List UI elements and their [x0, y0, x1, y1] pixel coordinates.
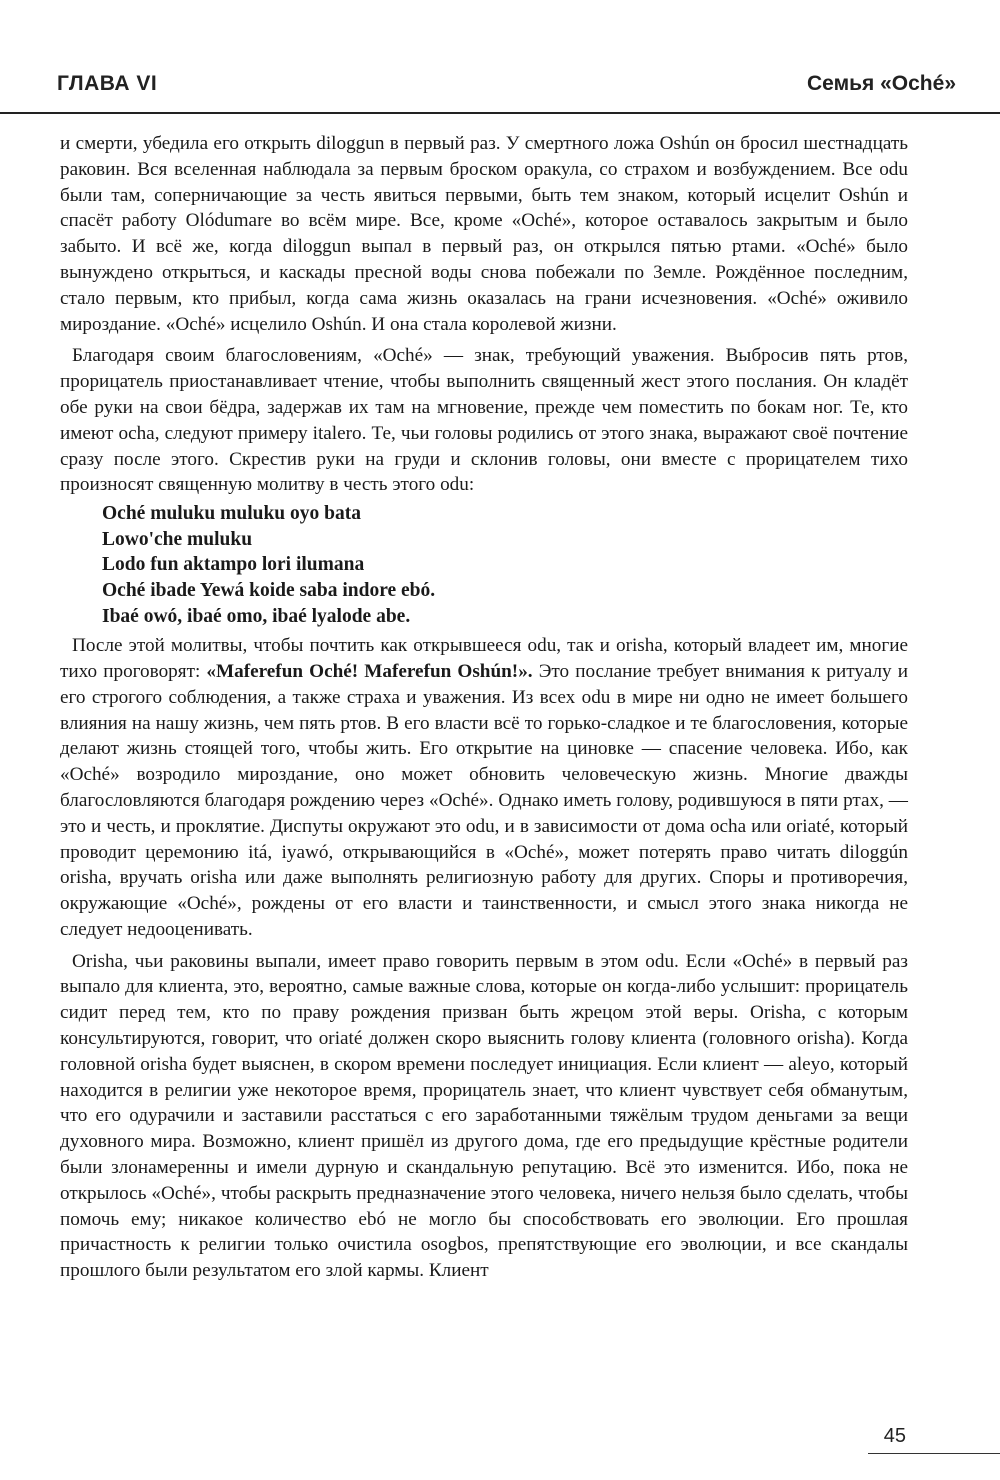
paragraph-3-start: После этой молитвы, чтобы почтить как открывшееся odu, так и orisha, который владеет им, многие тихо проговорят:: [60, 635, 908, 682]
verse-line-4: Oché ibade Yewá koide saba indore ebó.: [102, 579, 436, 601]
paragraph-2: Благодаря своим благословениям, «Oché» — знак, требующий уважения. Выбросив пять ртов, прорицатель приостанавливает чтение, чтобы выполнить священный жест этого послания. Он кладёт обе руки на свои бёдра, задержав их там на мгновение, прежде чем поместить по бокам ног. Те, кто имеют ocha, следуют примеру italero. Те, чьи головы родились от этого знака, выражают своё почтение сразу после этого. Скрестив руки на груди и склонив головы, они вместе с прорицателем тихо произносят священную молитву в честь этого odu:: [60, 345, 908, 496]
paragraph-3-exclamation: «Maferefun Oché! Maferefun Oshún!».: [206, 660, 533, 682]
footer-divider: [868, 1453, 1000, 1454]
paragraph-3-end: Это послание требует внимания к ритуалу и его строгого соблюдения, а также страха и уважения. Из всех odu в мире ни одно не имеет большего влияния на нашу жизнь, чем пять ртов. В его власти всё то горько-сладкое и те благословения, которые делают жизнь стоящей того, чтобы жить. Его открытие на циновке — спасение человека. Ибо, как «Oché» возродило мироздание, оно может обновить человеческую жизнь. Многие дважды благословляются благодаря рождению через «Oché». Однако иметь голову, родившуюся в пяти ртах, — это и честь, и проклятие. Диспуты окружают это odu, и в зависимости от дома ocha или oriaté, который проводит церемонию itá, iyawó, открывающийся в «Oché», может потерять право читать diloggún orisha, вручать orisha или даже выполнять религиозную работу для других. Споры и противоречия, окружающие «Oché», рождены от его власти и таинственности, и смысл этого знака никогда не следует недооценивать.: [60, 660, 908, 940]
paragraph-4: Orisha, чьи раковины выпали, имеет право говорить первым в этом odu. Если «Oché» в первый раз выпало для клиента, это, вероятно, самые важные слова, которые он когда-либо услышит: прорицатель сидит перед тем, кто по праву рождения призван быть жрецом этой веры. Orisha, с которым консультируются, говорит, что oriaté должен скоро выяснить голову клиента (головного orisha). Когда головной orisha будет выяснен, в скором времени последует инициация. Если клиент — aleyo, который находится в религии уже некоторое время, прорицатель знает, что клиент чувствует себя обманутым, что его одурачили и заставили расстаться с его заработанными тяжёлым трудом деньгами за вещи духовного мира. Возможно, клиент пришёл из другого дома, где его предыдущие крёстные родители были злонамеренны и имели дурную и скандальную репутацию. Всё это изменится. Ибо, пока не открылось «Oché», чтобы раскрыть предназначение этого человека, ничего нельзя было сделать, чтобы помочь ему; никакое количество ebó не могло бы способствовать его эволюции. Его прошлая причастность к религии только очистила osogbos, препятствующие его эволюции, и все скандалы прошлого были результатом его злой кармы. Клиент: [60, 950, 908, 1282]
paragraph-1: и смерти, убедила его открыть diloggun в первый раз. У смертного ложа Oshún он бросил шестнадцать раковин. Вся вселенная наблюдала за первым броском оракула, со страхом и возбуждением. Все odu были там, соперничающие за честь явиться первыми, быть тем знаком, который исцелит Oshún и спасёт работу Olódumare во всём мире. Все, кроме «Oché», которое оставалось закрытым и было забыто. И всё же, когда diloggun выпал в первый раз, он открылся пятью ртами. «Oché» было вынуждено открыться, и каскады пресной воды снова побежали по Земле. Рождённое последним, стало первым, кто прибыл, когда сама жизнь оказалась на грани исчезновения. «Oché» оживило мироздание. «Oché» исцелило Oshún. И она стала королевой жизни.: [60, 133, 908, 335]
page-number: 45: [883, 1425, 906, 1447]
running-header: [57, 64, 986, 100]
header-divider: [0, 112, 1000, 114]
verse-line-2: Lowo'che muluku: [102, 528, 253, 550]
page-body: [60, 131, 908, 1284]
section-title: Семья «Oché»: [807, 72, 956, 95]
verse-line-1: Oché muluku muluku oyo bata: [102, 503, 361, 525]
chapter-label: ГЛАВА VI: [57, 72, 158, 95]
prayer-verse: [102, 501, 908, 629]
paragraph-3: [60, 633, 908, 943]
verse-line-5: Ibaé owó, ibaé omo, ibaé lyalode abe.: [102, 605, 411, 627]
verse-line-3: Lodo fun aktampo lori ilumana: [102, 554, 365, 576]
